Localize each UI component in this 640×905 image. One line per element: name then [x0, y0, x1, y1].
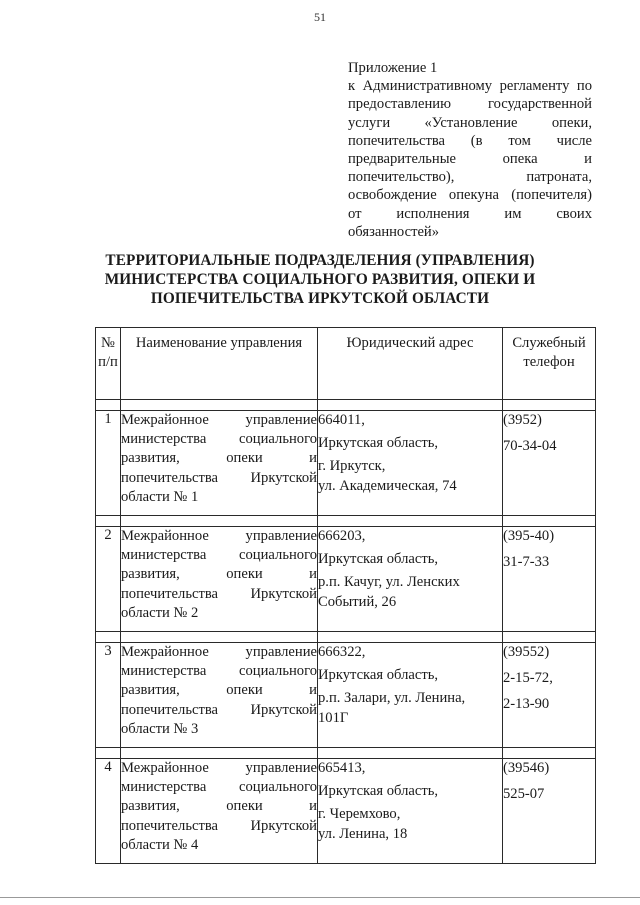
table-spacer — [96, 748, 596, 759]
office-name-line: попечительства Иркутской — [121, 585, 317, 602]
phone-line: (39546) — [503, 760, 550, 776]
table-row — [96, 759, 596, 864]
appendix-line: от исполнения им своих — [348, 205, 592, 222]
appendix-line: предоставлению государственной — [348, 96, 592, 113]
office-name-line: развития, опеки и — [121, 798, 317, 815]
phone-line: 2-13-90 — [503, 696, 550, 712]
appendix-note — [348, 59, 592, 241]
header-name: Наименование управления — [121, 328, 318, 400]
office-name-line: попечительства Иркутской — [121, 469, 317, 486]
address-line: 664011, — [318, 412, 365, 428]
table-spacer — [96, 516, 596, 527]
address-line: ул. Ленина, 18 — [318, 825, 408, 842]
office-name — [121, 527, 318, 632]
address-line: р.п. Качуг, ул. Ленских — [318, 574, 460, 591]
office-address — [318, 527, 503, 632]
office-phone — [503, 411, 596, 516]
office-name-line: попечительства Иркутской — [121, 701, 317, 718]
header-address: Юридический адрес — [318, 328, 503, 400]
address-line: г. Иркутск, — [318, 458, 386, 475]
address-line: Иркутская область, — [318, 667, 439, 684]
title-line: ТЕРРИТОРИАЛЬНЫЕ ПОДРАЗДЕЛЕНИЯ (УПРАВЛЕНИЯ) — [105, 252, 535, 269]
title-line: ПОПЕЧИТЕЛЬСТВА ИРКУТСКОЙ ОБЛАСТИ — [150, 290, 490, 307]
phone-line: (3952) — [503, 412, 542, 428]
office-address — [318, 411, 503, 516]
appendix-line: попечительства (в том числе — [348, 132, 592, 149]
row-number: 4 — [96, 759, 121, 864]
office-name-line: развития, опеки и — [121, 566, 317, 583]
phone-line: 70-34-04 — [503, 438, 557, 454]
office-name-line: попечительства Иркутской — [121, 817, 317, 834]
office-name-line: Межрайонное управление — [121, 412, 317, 428]
office-name-line: министерства социального — [121, 663, 317, 680]
title-line: МИНИСТЕРСТВА СОЦИАЛЬНОГО РАЗВИТИЯ, ОПЕКИ И — [104, 271, 536, 288]
office-name-line: министерства социального — [121, 547, 317, 564]
address-line: Иркутская область, — [318, 435, 439, 452]
office-name-line: Межрайонное управление — [121, 528, 317, 544]
office-name — [121, 759, 318, 864]
appendix-line: предварительные опека и — [348, 151, 592, 168]
office-name-line: области № 1 — [121, 488, 199, 505]
row-number: 2 — [96, 527, 121, 632]
address-line: ул. Академическая, 74 — [318, 477, 457, 494]
office-address — [318, 759, 503, 864]
page-number: 51 — [314, 10, 326, 24]
address-line: р.п. Залари, ул. Ленина, — [318, 690, 466, 707]
office-name-line: области № 2 — [121, 604, 199, 621]
appendix-line: Приложение 1 — [348, 60, 438, 76]
address-line: Иркутская область, — [318, 783, 439, 800]
table-spacer — [96, 632, 596, 643]
phone-line: 525-07 — [503, 786, 545, 802]
phone-line: 31-7-33 — [503, 554, 550, 570]
appendix-line: попечительство), патроната, — [348, 169, 592, 186]
header-phone-line1: Служебный — [512, 335, 586, 351]
office-name-line: министерства социального — [121, 431, 317, 448]
address-line: 101Г — [318, 709, 349, 726]
office-name-line: Межрайонное управление — [121, 644, 317, 660]
table-row — [96, 411, 596, 516]
scan-edge-line — [0, 897, 640, 898]
office-name-line: развития, опеки и — [121, 682, 317, 699]
row-number: 3 — [96, 643, 121, 748]
office-name-line: министерства социального — [121, 779, 317, 796]
header-number-line2: п/п — [98, 354, 118, 370]
appendix-line: к Административному регламенту по — [348, 78, 592, 95]
office-name — [121, 643, 318, 748]
office-address — [318, 643, 503, 748]
row-number: 1 — [96, 411, 121, 516]
address-line: 666203, — [318, 528, 366, 544]
offices-table — [95, 327, 596, 864]
appendix-line: услуги «Установление опеки, — [348, 114, 592, 131]
phone-line: 2-15-72, — [503, 670, 553, 686]
header-phone — [503, 328, 596, 400]
office-phone — [503, 759, 596, 864]
table-spacer — [96, 400, 596, 411]
appendix-line: обязанностей» — [348, 223, 440, 240]
office-name-line: Межрайонное управление — [121, 760, 317, 776]
phone-line: (395-40) — [503, 528, 555, 544]
table-header-row — [96, 328, 596, 400]
address-line: Иркутская область, — [318, 551, 439, 568]
header-number — [96, 328, 121, 400]
office-name-line: области № 3 — [121, 720, 199, 737]
office-phone — [503, 527, 596, 632]
appendix-line: освобождение опекуна (попечителя) — [348, 187, 592, 204]
office-name — [121, 411, 318, 516]
document-title — [70, 251, 570, 308]
office-name-line: развития, опеки и — [121, 450, 317, 467]
address-line: 666322, — [318, 644, 366, 660]
table-row — [96, 527, 596, 632]
phone-line: (39552) — [503, 644, 550, 660]
address-line: г. Черемхово, — [318, 806, 401, 823]
office-phone — [503, 643, 596, 748]
office-name-line: области № 4 — [121, 836, 199, 853]
table-row — [96, 643, 596, 748]
header-phone-line2: телефон — [523, 354, 575, 370]
address-line: 665413, — [318, 760, 366, 776]
header-number-line1: № — [101, 335, 115, 351]
address-line: Событий, 26 — [318, 593, 397, 610]
